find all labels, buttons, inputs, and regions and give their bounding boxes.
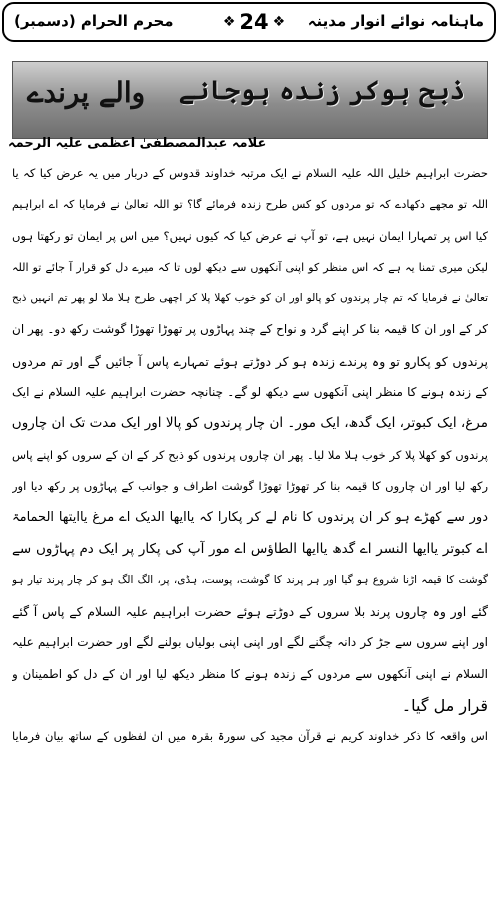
left-ornament-icon: ❖ [222, 14, 236, 30]
article-author: علامہ عبدالمصطفیٰ اعظمی علیہ الرحمہ [8, 136, 267, 151]
article-line: کیا اس پر تمہارا ایمان نہیں ہے، تو آپ نے عرض کیا کہ کیوں نہیں؟ میں اس پر ایمان تو رکھتا ہوں [12, 228, 488, 243]
article-line: قرار مل گیا۔ [401, 696, 488, 716]
article-line: اللہ تو مجھے دکھادے کہ تو مردوں کو کس طرح زندہ فرمائے گا؟ تو اللہ تعالیٰ نے فرمایا کہ اے ابراہیم [12, 198, 488, 212]
page-number-badge [219, 7, 289, 37]
issue-date: محرم الحرام (دسمبر) [14, 12, 174, 30]
right-ornament-icon: ❖ [272, 14, 286, 30]
magazine-name: ماہنامہ نوائے انوار مدینہ [307, 12, 484, 30]
article-title-banner [12, 61, 488, 139]
article-line: مرغ، ایک کبوتر، ایک گدھ، ایک مور۔ ان چار پرندوں کو پالا اور ایک مدت تک ان چاروں [12, 415, 488, 432]
article-line: پرندوں کو کھلا پلا کر خوب ہلا ملا لیا۔ پھر ان چاروں پرندوں کو ذبح کر کے ان کے سروں کو اپنے پاس [12, 447, 488, 462]
article-line: کے زندہ ہونے کا منظر اپنی آنکھوں سے دیکھ لو گے۔ چنانچہ حضرت ابراہیم علیہ السلام نے ایک [12, 385, 488, 400]
article-line: گئے اور وہ چاروں پرند بلا سروں کے دوڑتے ہوئے حضرت ابراہیم علیہ السلام کے پاس آ گئے [12, 604, 488, 620]
article-line: اور اپنے سروں سے جڑ کر دانہ چگنے لگے اور اپنی اپنی بولیاں بولنے لگے اور حضرت ابراہیم علیہ [12, 635, 488, 650]
article-body [12, 158, 488, 753]
article-line: گوشت کا قیمہ اڑنا شروع ہو گیا اور ہر پرند کا گوشت، پوست، ہڈی، پر، الگ الگ ہو کر چار پرند تیار ہو [12, 573, 488, 586]
article-line: کر کے اور ان کا قیمہ بنا کر اپنے گرد و نواح کے چند پہاڑوں پر تھوڑا تھوڑا گوشت رکھ دو۔ پھر ان [12, 322, 488, 337]
article-line: حضرت ابراہیم خلیل اللہ علیہ السلام نے ایک مرتبہ خداوند قدوس کے دربار میں یہ عرض کیا کہ یا [12, 166, 488, 180]
article-line: دور سے کھڑے ہو کر ان پرندوں کا نام لے کر پکارا کہ یاایھا الدیک اے مرغ یاایتھا الحمامۃ [12, 510, 488, 526]
page-header [2, 2, 496, 42]
article-line: اے کبوتر یاایھا النسر اے گدھ یاایھا الطاؤس اے مور آپ کی پکار پر ایک دم پہاڑوں سے [12, 540, 488, 557]
article-line: رکھ لیا اور ان چاروں کا قیمہ بنا کر تھوڑا تھوڑا گوشت اطراف و جوانب کے پہاڑوں پر رکھ دیا اور [12, 478, 488, 493]
article-title: ذبح ہوکر زندہ ہوجانے [178, 76, 465, 106]
article-title-suffix: والے پرندے [27, 76, 146, 109]
article-line: پرندوں کو پکارو تو وہ پرندے زندہ ہو کر دوڑتے ہوئے تمہارے پاس آ جائیں گے اور تم مردوں [12, 353, 488, 369]
article-line: السلام نے اپنی آنکھوں سے مردوں کے زندہ ہونے کا منظر دیکھ لیا اور ان کے دل کو اطمینان و [12, 666, 488, 681]
article-line: اس واقعہ کا ذکر خداوند کریم نے قرآن مجید کی سورۃ بقرہ میں ان لفظوں کے ساتھ بیان فرمایا [12, 729, 488, 744]
article-line: لیکن میری تمنا یہ ہے کہ اس منظر کو اپنی آنکھوں سے دیکھ لوں تا کہ میرے دل کو قرار آ جائے تو اللہ [12, 260, 488, 274]
article-line: تعالیٰ نے فرمایا کہ تم چار پرندوں کو پالو اور ان کو خوب کھلا پلا کر اچھی طرح ہلا ملا لو پھر تم انہیں ذبح [12, 292, 488, 305]
page-number: 24 [239, 10, 269, 34]
